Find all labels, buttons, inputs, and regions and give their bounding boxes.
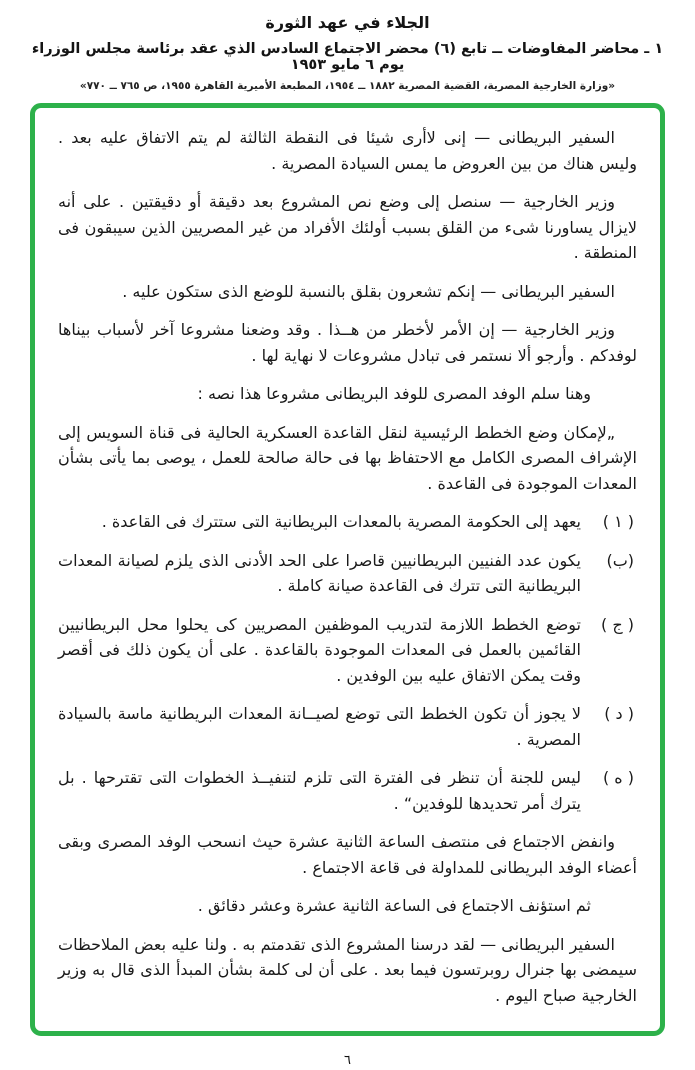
list-item-marker: ( ج ) — [601, 614, 634, 634]
paragraph: السفير البريطانى — لقد درسنا المشروع الذى تقدمتم به . ولنا عليه بعض الملاحظات سيمضى بها جنرال روبرتسون فيما بعد . على أن لى كلمة بشأن المبدأ الذى قال به وزير الخارجية صباح اليوم . — [58, 934, 637, 1005]
list-item-marker: ( ١ ) — [602, 512, 634, 531]
page-header — [0, 0, 695, 92]
paragraph: وانفض الاجتماع فى منتصف الساعة الثانية عشرة حيث انسحب الوفد المصرى وبقى أعضاء الوفد البريطانى للمداولة فى قاعة الاجتماع . — [58, 832, 637, 877]
page-title: الجلاء في عهد الثورة — [265, 13, 430, 32]
page-number: ٦ — [344, 1053, 351, 1068]
paragraph: السفير البريطانى — إنى لاأرى شيئا فى النقطة الثالثة لم يتم الاتفاق عليه بعد . وليس هناك من بين العروض ما يمس السيادة المصرية . — [58, 128, 637, 173]
paragraph: وزير الخارجية — إن الأمر لأخطر من هــذا . وقد وضعنا مشروعا آخر لأسباب بيناها لوفدكم . وأرجو ألا نستمر فى تبادل مشروعات لا نهاية لها . — [58, 320, 637, 365]
list-item-text: لا يجوز أن تكون الخطط التى توضع لصيــانة المعدات البريطانية ماسة بالسيادة المصرية . — [58, 704, 581, 749]
paragraph: „لإمكان وضع الخطط الرئيسية لنقل القاعدة العسكرية الحالية فى قناة السويس إلى الإشراف المصرى الكامل مع الاحتفاظ بها فى حالة صالحة للعمل ، يوصى بما يأتى بشأن المعدات الموجودة فى القاعدة . — [58, 422, 637, 493]
list-item-text: ليس للجنة أن تنظر فى الفترة التى تلزم لتنفيــذ الخطوات التى تقترحها . بل يترك أمر تحديدها للوفدين“ . — [58, 768, 581, 813]
paragraph: وزير الخارجية — سنصل إلى وضع نص المشروع بعد دقيقة أو دقيقتين . على أنه لايزال يساورنا شىء من القلق بسبب أولئك الأفراد من غير المصريين الذين سيبقون فى المنطقة . — [58, 192, 637, 262]
list-item-marker: (ب) — [606, 550, 634, 570]
highlighted-region-border — [30, 103, 665, 1036]
document-body-text — [58, 125, 637, 1008]
paragraph: ثم استؤنف الاجتماع فى الساعة الثانية عشرة وعشر دقائق . — [197, 896, 591, 915]
paragraph: السفير البريطانى — إنكم تشعرون بقلق بالنسبة للوضع الذى ستكون عليه . — [122, 281, 615, 301]
source-citation: «وزارة الخارجية المصرية، القضية المصرية ١٨٨٢ ــ ١٩٥٤، المطبعة الأميرية القاهرة ١٩٥٥، ص ٧٦٥ ــ ٧٧٠» — [79, 80, 616, 92]
list-item — [58, 548, 637, 599]
list-item-text: توضع الخطط اللازمة لتدريب الموظفين المصريين كى يحلوا محل البريطانيين القائمين بالعمل فى المعدات الموجودة بالقاعدة . على أن يكون ذلك فى أقصر وقت يمكن الاتفاق عليه بين الوفدين . — [58, 614, 581, 685]
list-item-text: يكون عدد الفنيين البريطانيين قاصرا على الحد الأدنى الذى يلزم لصيانة المعدات البريطانية التى تترك فى القاعدة صيانة كاملة . — [58, 550, 581, 595]
list-item-marker: ( د ) — [604, 704, 634, 723]
list-item — [58, 765, 637, 816]
list-item — [58, 509, 637, 535]
page-footer — [0, 1053, 695, 1068]
list-item — [58, 701, 637, 752]
list-item-text: يعهد إلى الحكومة المصرية بالمعدات البريطانية التى ستترك فى القاعدة . — [101, 512, 581, 531]
list-item — [58, 612, 637, 689]
document-heading: ١ ـ محاضر المفاوضات ــ تابع (٦) محضر الاجتماع السادس الذي عقد برئاسة مجلس الوزراء يوم ٦ مايو ١٩٥٣ — [31, 41, 664, 73]
list-item-marker: ( ه ) — [602, 768, 634, 787]
paragraph: وهنا سلم الوفد المصرى للوفد البريطانى مشروعا هذا نصه : — [197, 384, 591, 403]
